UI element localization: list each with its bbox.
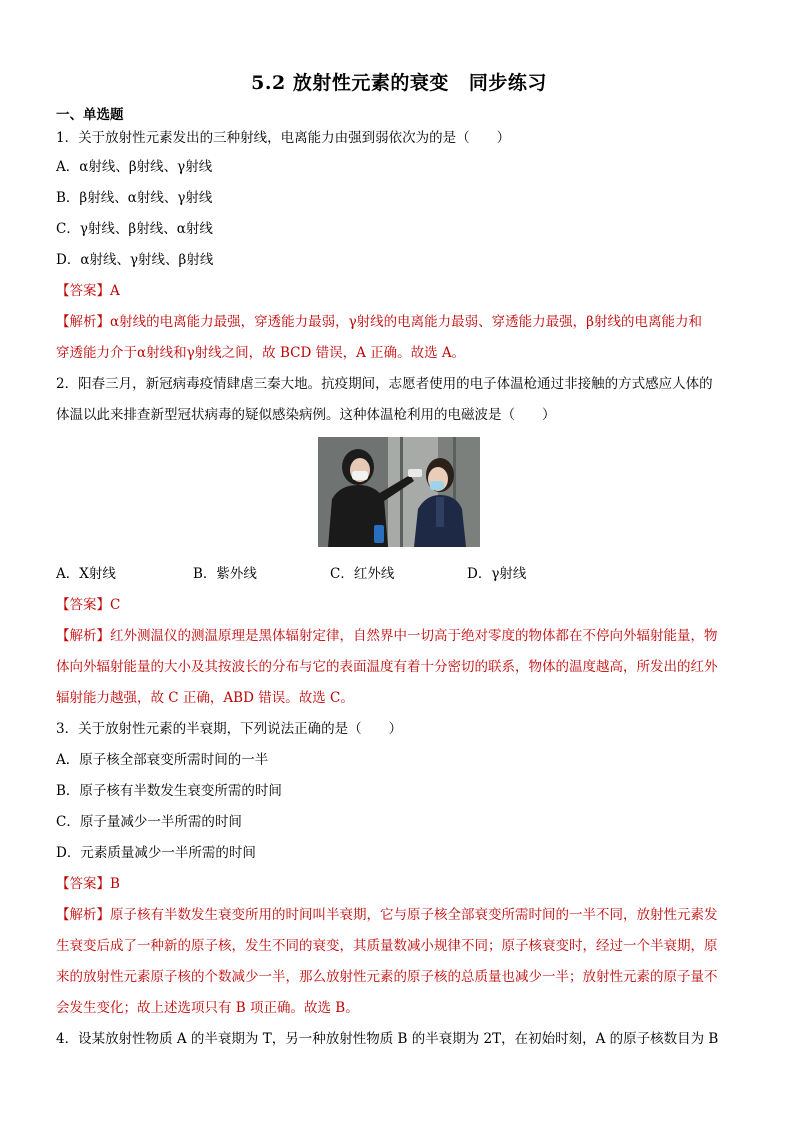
answer-tag: 【答案】 [56,876,110,892]
explanation-line-3: 辐射能力越强，故 C 正确，ABD 错误。故选 C。 [56,690,354,706]
answer-tag: 【答案】 [56,283,110,299]
answer-value: A [110,283,120,299]
question-2-explanation [56,621,742,714]
question-2-answer [56,590,742,621]
question-1-option-a: A．α射线、β射线、γ射线 [56,159,213,175]
title-number: 5.2 [251,72,286,94]
explanation-line-1: 原子核有半数发生衰变所用的时间叫半衰期，它与原子核全部衰变所需时间的一半不同，放射性元素发 [110,907,718,923]
question-3-option-a: A．原子核全部衰变所需时间的一半 [56,752,269,768]
explanation-line-2: 生衰变后成了一种新的原子核，发生不同的衰变，其质量数减小规律不同；原子核衰变时，经过一个半衰期，原 [56,938,718,954]
explanation-line-1: 红外测温仪的测温原理是黑体辐射定律，自然界中一切高于绝对零度的物体都在不停向外辐射能量，物 [110,628,718,644]
question-1-option-b: B．β射线、α射线、γ射线 [56,190,213,206]
answer-value: B [110,876,120,892]
question-2-option-d: D．γ射线 [467,566,527,582]
explanation-line-4: 会发生变化；故上述选项只有 B 项正确。故选 B。 [56,1000,359,1016]
question-1-option-c: C．γ射线、β射线、α射线 [56,221,213,237]
title-text: 放射性元素的衰变 [292,72,449,94]
question-2-stem-line-1: 2．阳春三月，新冠病毒疫情肆虐三秦大地。抗疫期间，志愿者使用的电子体温枪通过非接触的方式感应人体的 [56,376,713,392]
section-heading: 一、单选题 [56,107,124,123]
answer-value: C [110,597,121,613]
question-3-explanation [56,900,742,1024]
title-suffix: 同步练习 [468,72,547,94]
explanation-line-2: 穿透能力介于α射线和γ射线之间，故 BCD 错误，A 正确。故选 A。 [56,345,466,361]
question-2-photo [56,437,742,555]
explanation-line-1: α射线的电离能力最强，穿透能力最弱，γ射线的电离能力最弱、穿透能力最强，β射线的电离能力和 [110,314,702,330]
explanation-line-2: 体向外辐射能量的大小及其按波长的分布与它的表面温度有着十分密切的联系，物体的温度越高，所发出的红外 [56,659,718,675]
page-title [56,70,742,96]
question-2-stem-line-2: 体温以此来排查新型冠状病毒的疑似感染病例。这种体温枪利用的电磁波是（ ） [56,407,556,423]
question-3-option-d: D．元素质量减少一半所需的时间 [56,845,256,861]
temperature-check-photo [318,437,480,547]
question-4-stem: 4．设某放射性物质 A 的半衰期为 T，另一种放射性物质 B 的半衰期为 2T，在初始时刻，A 的原子核数目为 B [56,1031,719,1047]
question-1-stem: 1．关于放射性元素发出的三种射线，电离能力由强到弱依次为的是（ ） [56,130,511,146]
question-2-options [56,559,742,590]
explanation-tag: 【解析】 [56,314,110,330]
question-3-answer [56,869,742,900]
question-3-stem: 3．关于放射性元素的半衰期，下列说法正确的是（ ） [56,721,403,737]
question-2-option-c: C．红外线 [330,566,395,582]
document-page [56,62,742,1055]
question-1-answer [56,276,742,307]
question-3-option-c: C．原子量减少一半所需的时间 [56,814,242,830]
question-3-option-b: B．原子核有半数发生衰变所需的时间 [56,783,282,799]
answer-tag: 【答案】 [56,597,110,613]
question-2-option-a: A．X射线 [56,566,116,582]
explanation-line-3: 来的放射性元素原子核的个数减少一半，那么放射性元素的原子核的总质量也减少一半；放射性元素的原子量不 [56,969,718,985]
question-2-option-b: B．紫外线 [193,566,257,582]
explanation-tag: 【解析】 [56,628,110,644]
question-1-option-d: D．α射线、γ射线、β射线 [56,252,214,268]
explanation-tag: 【解析】 [56,907,110,923]
question-1-explanation [56,307,742,369]
